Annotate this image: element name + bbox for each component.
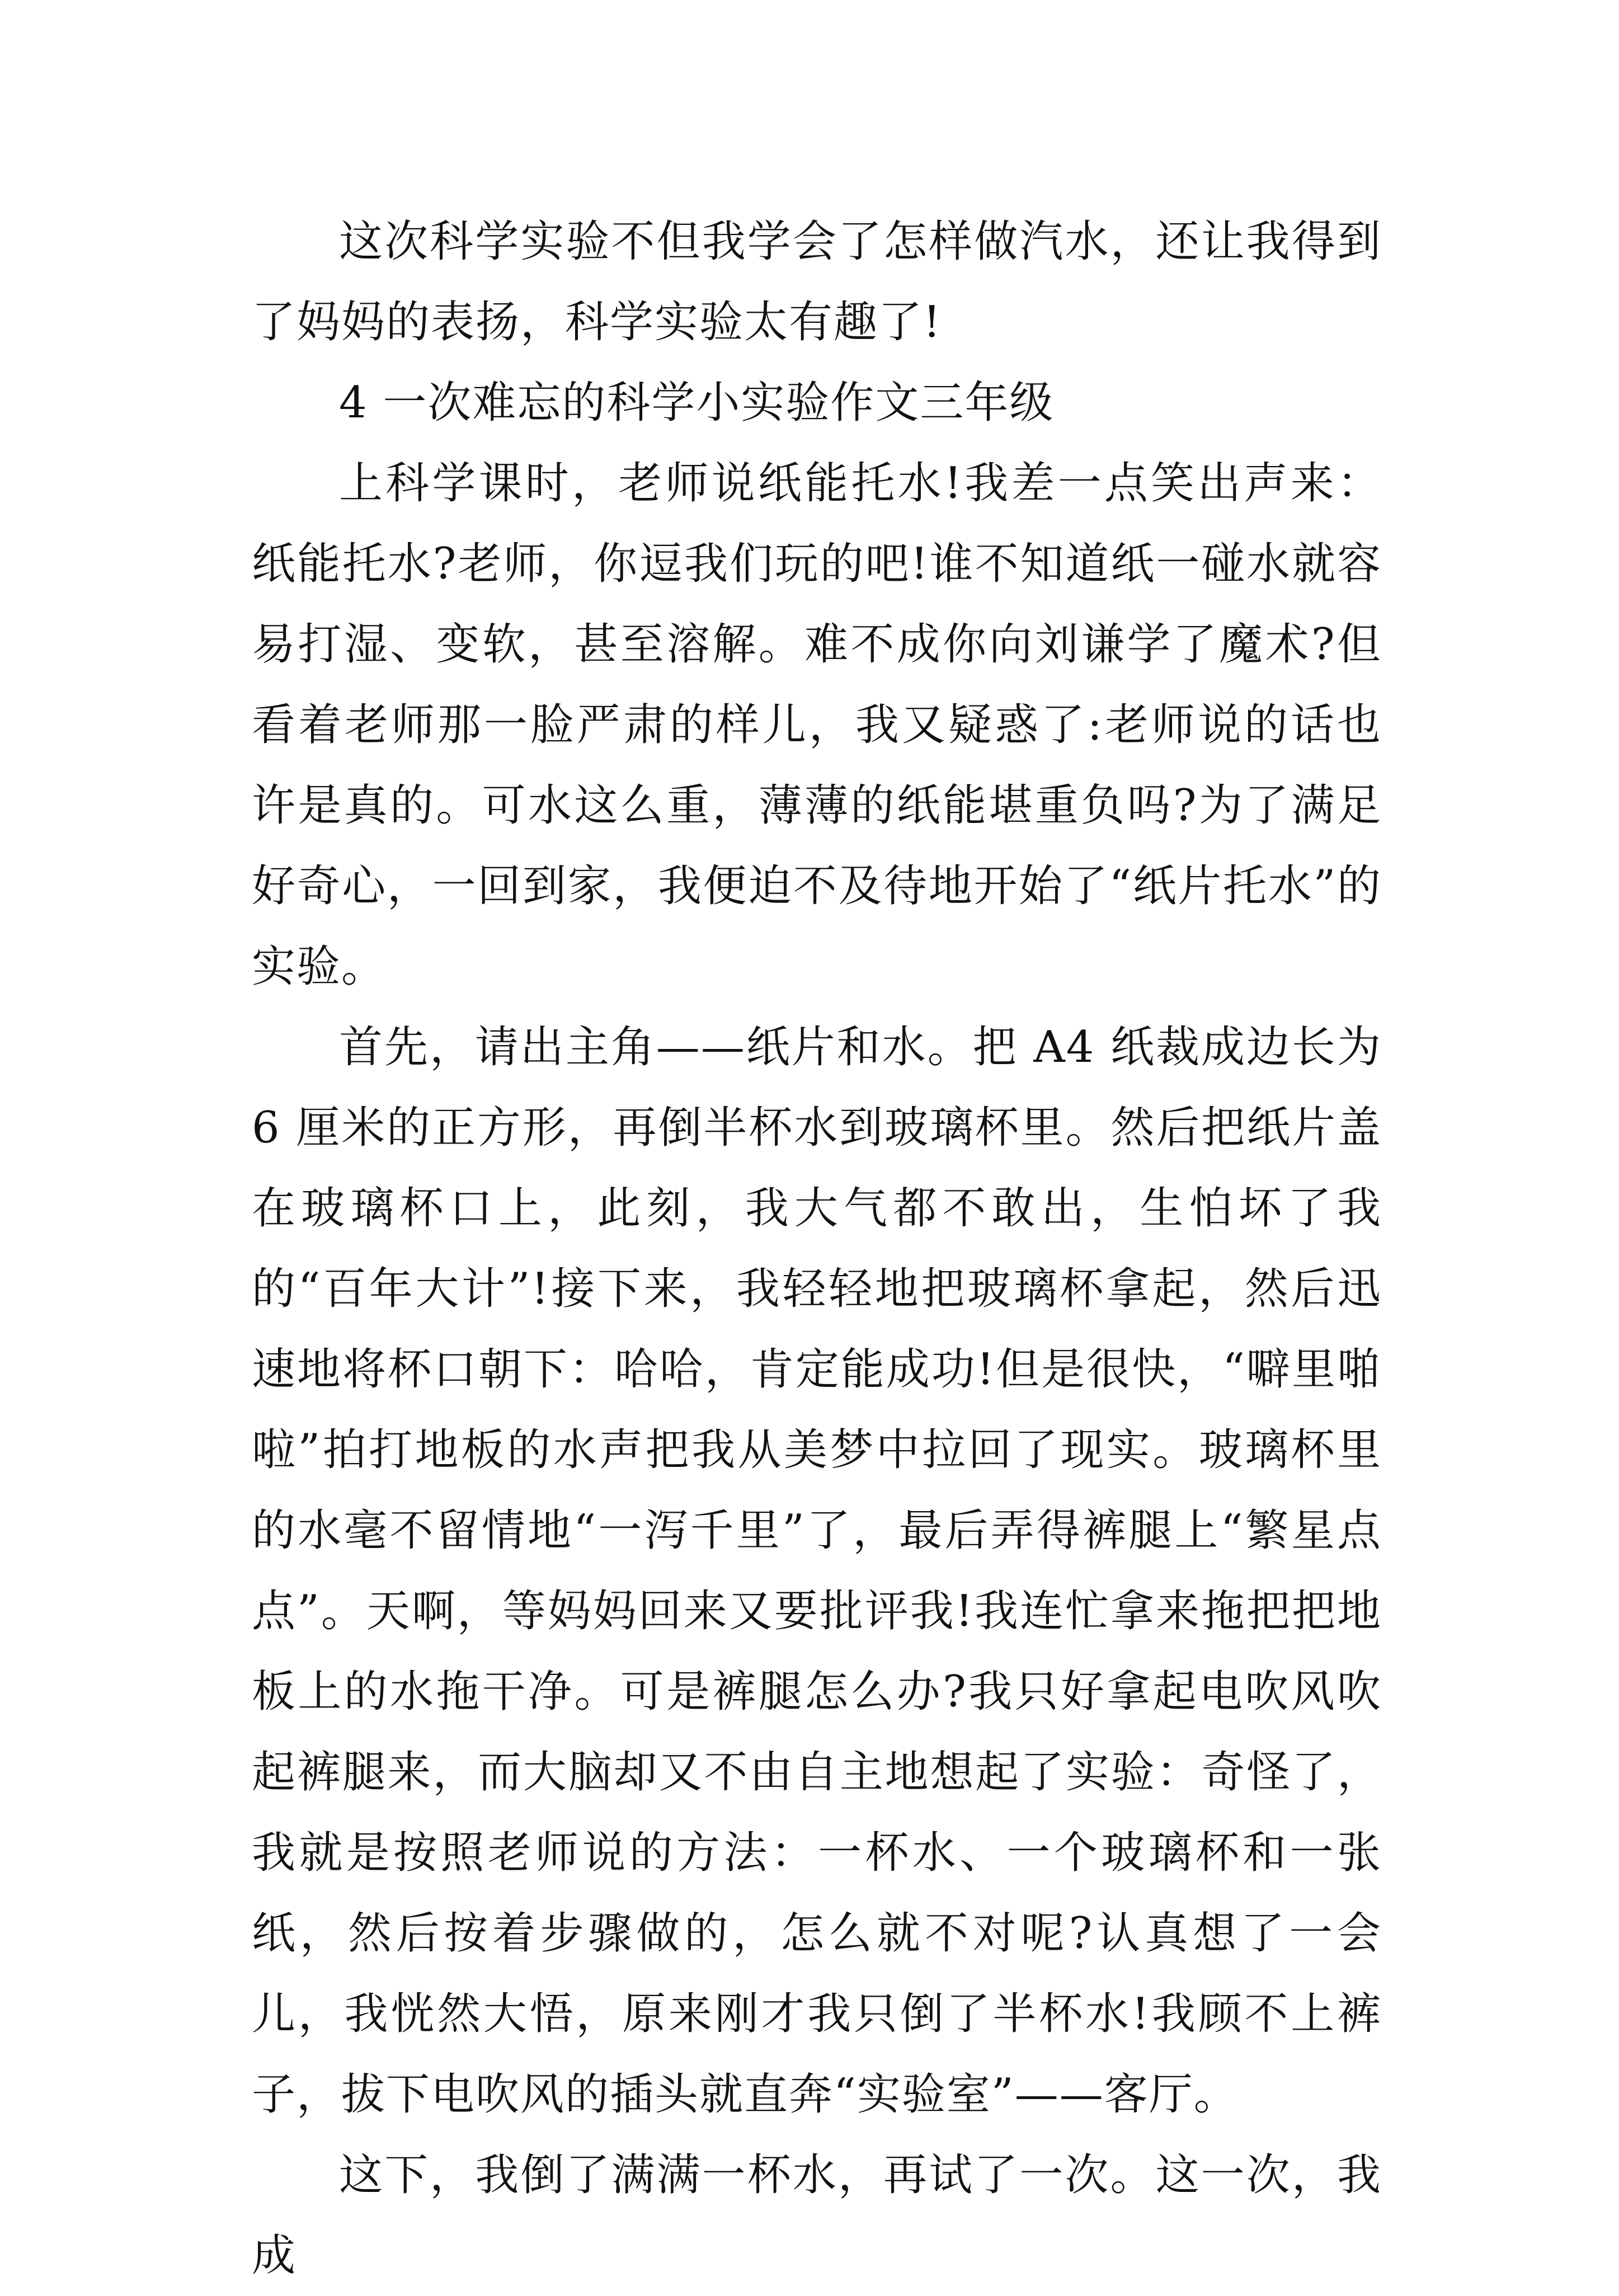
document-body bbox=[252, 201, 1382, 2296]
paragraph-conclusion: 这次科学实验不但我学会了怎样做汽水，还让我得到了妈妈的表扬，科学实验太有趣了! bbox=[252, 217, 1382, 347]
paragraph-intro: 上科学课时，老师说纸能托水!我差一点笑出声来：纸能托水?老师，你逗我们玩的吧!谁不知道纸一碰水就容易打湿、变软，甚至溶解。难不成你向刘谦学了魔术?但看着老师那一脸严肃的样儿，我又疑惑了:老师说的话也许是真的。可水这么重，薄薄的纸能堪重负吗?为了满足好奇心，一回到家，我便迫不及待地开始了“纸片托水”的实验。 bbox=[252, 458, 1382, 992]
paragraph-first-attempt: 首先，请出主角——纸片和水。把 A4 纸裁成边长为 6 厘米的正方形，再倒半杯水到玻璃杯里。然后把纸片盖在玻璃杯口上，此刻，我大气都不敢出，生怕坏了我的“百年大计”!接下来，我轻轻地把玻璃杯拿起，然后迅速地将杯口朝下：哈哈，肯定能成功!但是很快，“噼里啪啦”拍打地板的水声把我从美梦中拉回了现实。玻璃杯里的水毫不留情地“一泻千里”了，最后弄得裤腿上“繁星点点”。天啊，等妈妈回来又要批评我!我连忙拿来拖把把地板上的水拖干净。可是裤腿怎么办?我只好拿起电吹风吹起裤腿来，而大脑却又不由自主地想起了实验：奇怪了，我就是按照老师说的方法：一杯水、一个玻璃杯和一张纸，然后按着步骤做的，怎么就不对呢?认真想了一会儿，我恍然大悟，原来刚才我只倒了半杯水!我顾不上裤子，拔下电吹风的插头就直奔“实验室”——客厅。 bbox=[252, 1022, 1382, 2120]
paragraph-second-attempt: 这下，我倒了满满一杯水，再试了一次。这一次，我成 bbox=[252, 2150, 1382, 2281]
essay-heading: 4 一次难忘的科学小实验作文三年级 bbox=[339, 378, 1055, 428]
